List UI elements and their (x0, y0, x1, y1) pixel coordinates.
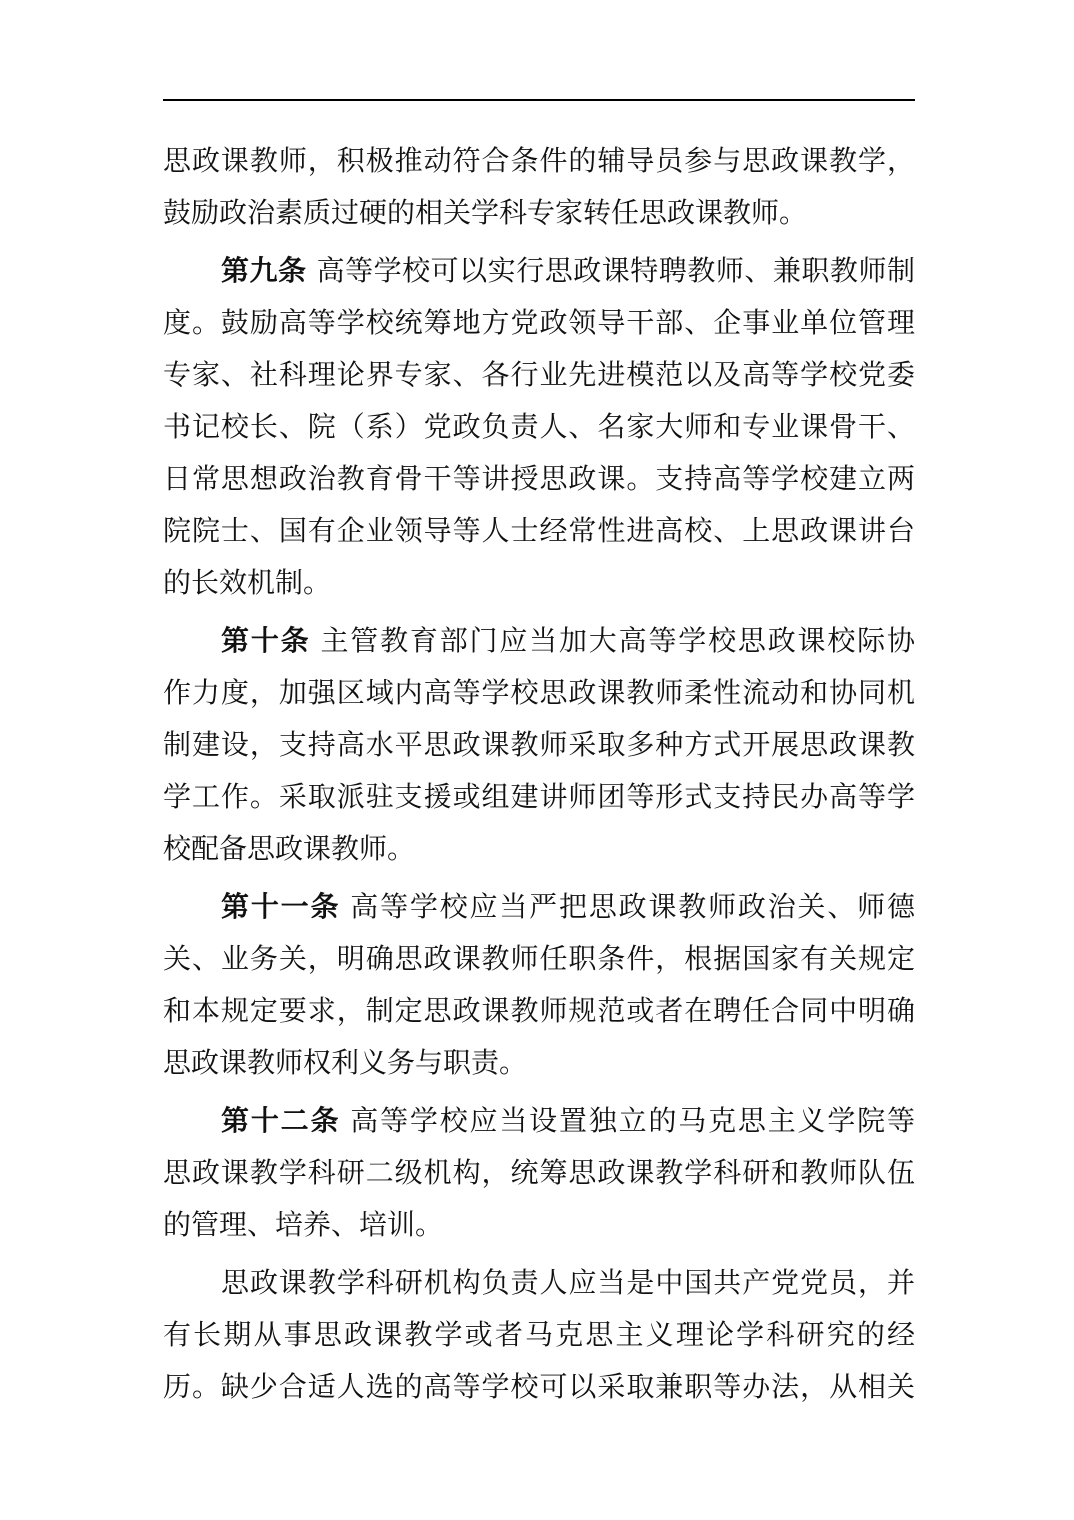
text-line: 学工作。采取派驻支援或组建讲师团等形式支持民办高等学 (163, 780, 915, 813)
text-line: 日常思想政治教育骨干等讲授思政课。支持高等学校建立两 (163, 462, 915, 495)
article-9 (163, 245, 915, 609)
document-body (163, 135, 915, 1419)
article-number: 第十一条 (221, 890, 341, 923)
article-text: 高等学校应当严把思政课教师政治关、师德 (350, 890, 915, 923)
text-line (163, 245, 915, 297)
text-line: 思政课教学科研机构负责人应当是中国共产党党员，并 (221, 1266, 915, 1299)
article-text: 高等学校可以实行思政课特聘教师、兼职教师制 (316, 254, 915, 287)
paragraph-continuation (163, 135, 915, 239)
article-text: 高等学校应当设置独立的马克思主义学院等 (350, 1104, 915, 1137)
text-line: 思政课教学科研二级机构，统筹思政课教学科研和教师队伍 (163, 1156, 915, 1189)
text-line: 度。鼓励高等学校统筹地方党政领导干部、企事业单位管理 (163, 306, 915, 339)
text-line: 院院士、国有企业领导等人士经常性进高校、上思政课讲台 (163, 514, 915, 547)
text-line: 校配备思政课教师。 (163, 832, 416, 865)
article-text: 主管教育部门应当加大高等学校思政课校际协 (320, 624, 915, 657)
text-line: 作力度，加强区域内高等学校思政课教师柔性流动和协同机 (163, 676, 915, 709)
article-10 (163, 615, 915, 875)
article-12-paragraph-2 (163, 1257, 915, 1413)
text-line: 鼓励政治素质过硬的相关学科专家转任思政课教师。 (163, 196, 808, 229)
article-number: 第十二条 (221, 1104, 341, 1137)
text-line: 和本规定要求，制定思政课教师规范或者在聘任合同中明确 (163, 994, 915, 1027)
text-line (163, 881, 915, 933)
text-line: 制建设，支持高水平思政课教师采取多种方式开展思政课教 (163, 728, 915, 761)
article-number: 第十条 (221, 624, 311, 657)
text-line: 历。缺少合适人选的高等学校可以采取兼职等办法，从相关 (163, 1370, 915, 1403)
article-11 (163, 881, 915, 1089)
text-line: 专家、社科理论界专家、各行业先进模范以及高等学校党委 (163, 358, 915, 391)
header-rule (163, 99, 915, 101)
text-line (163, 615, 915, 667)
text-line: 关、业务关，明确思政课教师任职条件，根据国家有关规定 (163, 942, 915, 975)
text-line: 有长期从事思政课教学或者马克思主义理论学科研究的经 (163, 1318, 915, 1351)
article-number: 第九条 (221, 254, 307, 287)
article-12 (163, 1095, 915, 1251)
text-line: 的管理、培养、培训。 (163, 1208, 444, 1241)
text-line: 书记校长、院（系）党政负责人、名家大师和专业课骨干、 (163, 410, 915, 443)
text-line: 思政课教师权利义务与职责。 (163, 1046, 528, 1079)
text-line: 思政课教师，积极推动符合条件的辅导员参与思政课教学， (163, 144, 915, 177)
text-line: 的长效机制。 (163, 566, 332, 599)
text-line (163, 1095, 915, 1147)
